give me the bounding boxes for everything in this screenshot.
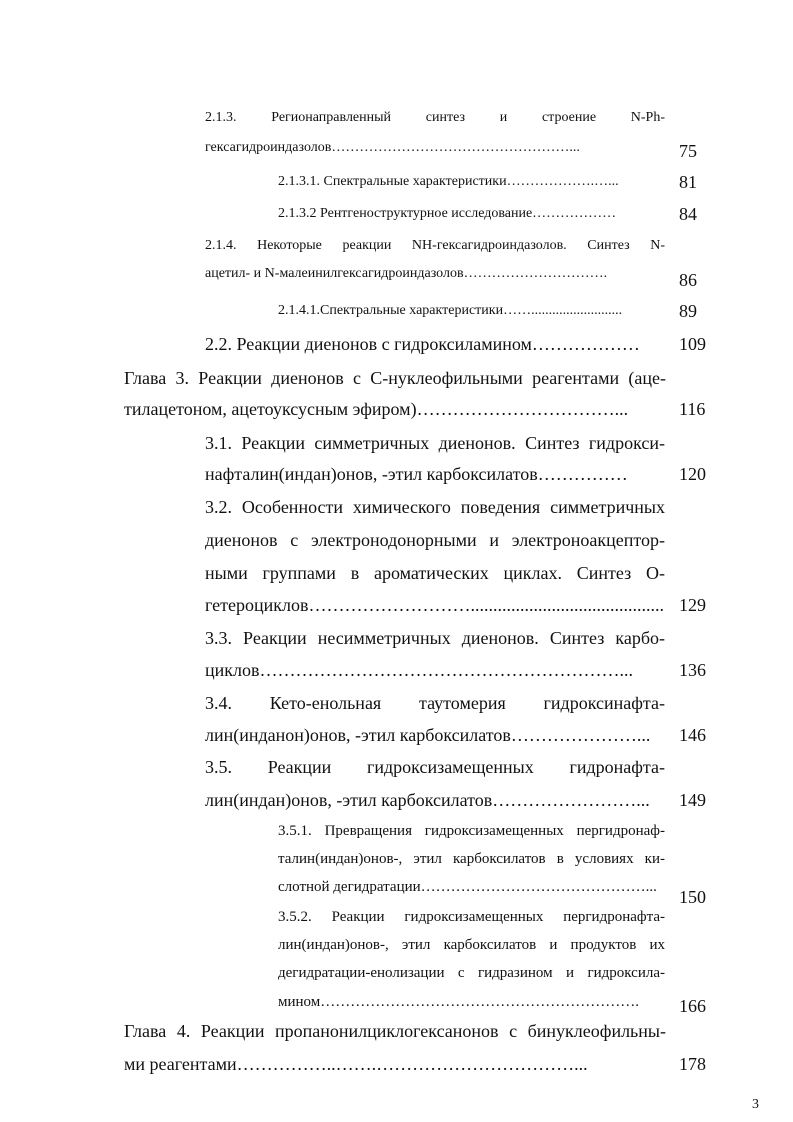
toc-entry-text: лин(индан)онов, -этил карбоксилатов……………………... (205, 790, 650, 810)
toc-entry-text: ацетил- и N-малеинилгексагидроиндазолов…………………………. (205, 266, 608, 281)
toc-entry-text: нафталин(индан)онов, -этил карбоксилатов…………… (205, 464, 628, 484)
toc-entry-text: 3.1. Реакции симметричных диенонов. Синтез гидрокси- (205, 433, 665, 453)
toc-entry-text: Глава 4. Реакции пропанонилциклогексанонов с бинуклеофильны- (124, 1021, 666, 1041)
toc-entry-text: 2.2. Реакции диенонов с гидроксиламином……………… (205, 334, 640, 354)
toc-entry-text: диенонов с электронодонорными и электроноакцептор- (205, 530, 665, 550)
toc-entry-text: гексагидроиндазолов……………………………………………... (205, 140, 580, 155)
toc-entry-text: 3.4. Кето-енольная таутомерия гидроксинафта- (205, 693, 665, 713)
toc-entry-text: 3.2. Особенности химического поведения симметричных (205, 497, 665, 517)
toc-entry-text: 2.1.3.1. Спектральные характеристики……………….…... (278, 174, 619, 189)
toc-entry-text: 2.1.3. Регионаправленный синтез и строение N-Ph- (205, 110, 665, 125)
page-number: 3 (752, 1097, 759, 1112)
toc-page-number: 146 (679, 725, 706, 745)
toc-entry-text: талин(индан)онов-, этил карбоксилатов в условиях ки- (278, 851, 665, 867)
toc-entry-text: слотной дегидратации………………………………………... (278, 879, 657, 895)
toc-page-number: 109 (679, 334, 706, 354)
toc-page-number: 86 (679, 270, 697, 290)
toc-entry-text: гетероциклов………………………........................................... (205, 595, 664, 615)
toc-page-number: 150 (679, 887, 706, 907)
toc-page-number: 75 (679, 141, 697, 161)
toc-entry-text: мином………………………………………………………. (278, 994, 640, 1010)
toc-page-number: 129 (679, 595, 706, 615)
toc-entry-text: 3.5.1. Превращения гидроксизамещенных пергидронаф- (278, 823, 665, 839)
toc-page-number: 81 (679, 172, 697, 192)
toc-entry-text: тилацетоном, ацетоуксусным эфиром)……………………………... (124, 399, 629, 419)
toc-page-number: 116 (679, 399, 706, 419)
toc-page-number: 84 (679, 204, 697, 224)
toc-entry-text: ми реагентами……………..…….……………………………... (124, 1054, 588, 1074)
toc-entry-text: 3.3. Реакции несимметричных диенонов. Синтез карбо- (205, 628, 665, 648)
toc-entry-text: Глава 3. Реакции диенонов с С-нуклеофильными реагентами (аце- (124, 368, 666, 388)
toc-entry-text: 2.1.3.2 Рентгеноструктурное исследование……………… (278, 206, 617, 221)
toc-entry-text: 3.5.2. Реакции гидроксизамещенных пергидронафта- (278, 909, 665, 925)
toc-entry-text: 2.1.4. Некоторые реакции NH-гексагидроиндазолов. Синтез N- (205, 238, 665, 253)
toc-entry-text: 2.1.4.1.Спектральные характеристики…….......................... (278, 303, 623, 318)
toc-page-number: 178 (679, 1054, 706, 1074)
toc-page-number: 166 (679, 996, 706, 1016)
toc-entry-text: лин(индан)онов-, этил карбоксилатов и продуктов их (278, 937, 665, 953)
toc-page-number: 89 (679, 301, 697, 321)
toc-entry-text: 3.5. Реакции гидроксизамещенных гидронафта- (205, 757, 665, 777)
toc-entry-text: циклов……………………………………………………... (205, 660, 633, 680)
toc-entry-text: ными группами в ароматических циклах. Синтез О- (205, 563, 665, 583)
toc-page-number: 136 (679, 660, 706, 680)
toc-page-number: 120 (679, 464, 706, 484)
toc-page-number: 149 (679, 790, 706, 810)
toc-entry-text: лин(инданон)онов, -этил карбоксилатов…………………... (205, 725, 651, 745)
toc-entry-text: дегидратации-енолизации с гидразином и гидроксила- (278, 965, 665, 981)
